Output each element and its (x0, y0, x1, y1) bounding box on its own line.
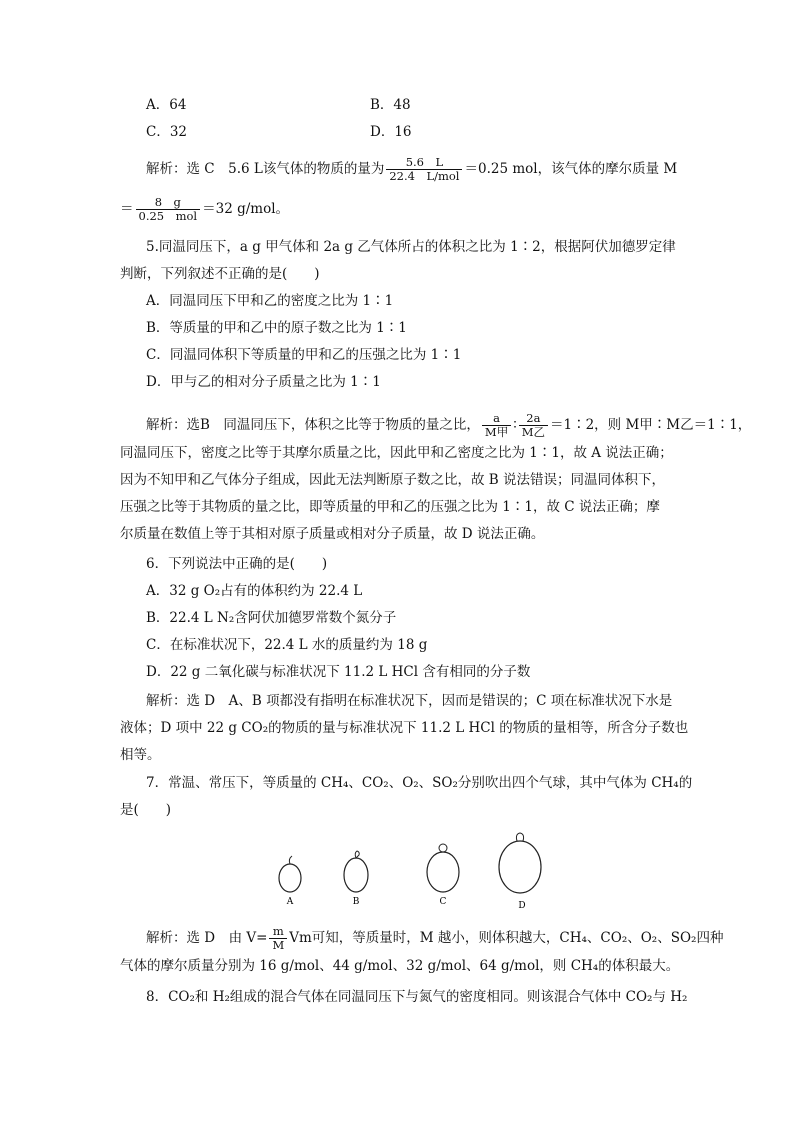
q5-option-c: C．同温同体积下等质量的甲和乙的压强之比为 1∶1 (146, 347, 462, 363)
q5-analysis-line3: 因为不知甲和乙气体分子组成，因此无法判断原子数之比，故 B 说法错误；同温同体积下， (120, 472, 666, 488)
q5-fb-den: M乙 (521, 425, 545, 439)
q4-frac1-num: 5.6 L (386, 156, 462, 170)
q6-option-d: D．22 g 二氧化碳与标准状况下 11.2 L HCl 含有相同的分子数 (146, 664, 531, 680)
q7-stem-line1: 7．常温、常压下，等质量的 CH₄、CO₂、O₂、SO₂分别吹出四个气球，其中气体为 CH₄的 (146, 775, 693, 791)
q5-stem-line1: 5.同温同压下，a g 甲气体和 2a g 乙气体所占的体积之比为 1∶2，根据阿伏加德罗定律 (146, 239, 676, 255)
q4-eq-prefix: ＝ (120, 201, 134, 217)
balloon-c (427, 844, 459, 907)
q4-frac2-num: 8 g (136, 196, 201, 210)
q4-fraction-mass (136, 196, 201, 223)
q6-option-b: B．22.4 L N₂含阿伏加德罗常数个氮分子 (146, 610, 397, 626)
q4-option-c: C．32 (146, 124, 188, 140)
balloon-b (344, 851, 368, 907)
q7-analysis-prefix: 解析：选 D 由 V= (146, 930, 268, 946)
q6-option-a: A．32 g O₂占有的体积约为 22.4 L (146, 583, 363, 599)
q5-analysis-prefix: 解析：选B 同温同压下，体积之比等于物质的量之比， (146, 417, 480, 433)
q7-fv-num: m (269, 925, 287, 939)
q7-stem-line2: 是( ) (120, 802, 172, 818)
q7-fraction (269, 925, 287, 952)
q7-analysis-mid: Vm可知，等质量时，M 越小，则体积越大，CH₄、CO₂、O₂、SO₂四种 (289, 930, 724, 946)
q5-analysis-line2: 同温同压下，密度之比等于其摩尔质量之比，因此甲和乙密度之比为 1∶1，故 A 说法正确； (120, 445, 673, 461)
q7-fv-den: M (272, 938, 285, 952)
q7-analysis-line1 (146, 924, 724, 952)
q6-analysis-line2: 液体；D 项中 22 g CO₂的物质的量与标准状况下 11.2 L HCl 的物质的量相等，所含分子数也 (120, 720, 689, 736)
balloon-d (499, 833, 541, 911)
q4-option-d: D．16 (370, 124, 412, 140)
balloon-figure (260, 820, 560, 920)
q4-option-a: A．64 (146, 97, 187, 113)
q5-fb-num: 2a (519, 412, 548, 426)
q4-frac2-den: 0.25 mol (138, 209, 198, 223)
q5-analysis-line4: 压强之比等于其物质的量之比，即等质量的甲和乙的压强之比为 1∶1，故 C 说法正确；摩 (120, 499, 660, 515)
q4-analysis-mid: ＝0.25 mol，该气体的摩尔质量 M (464, 161, 678, 177)
q5-analysis-line1 (146, 411, 752, 439)
q4-analysis-line2 (120, 196, 680, 223)
balloon-label-c: C (439, 897, 447, 907)
q4-fraction-volume (386, 156, 462, 183)
q4-frac1-den: 22.4 L/mol (389, 169, 460, 183)
balloon-a (279, 856, 301, 907)
q5-analysis-tail: ＝1∶2，则 M甲∶M乙＝1∶1， (550, 417, 752, 433)
q6-analysis-line1: 解析：选 D A、B 项都没有指明在标准状况下，因而是错误的；C 项在标准状况下水是 (146, 693, 673, 709)
q4-analysis-line1 (146, 156, 706, 183)
q6-stem: 6．下列说法中正确的是( ) (146, 556, 328, 572)
q5-fraction-a (482, 412, 511, 439)
q7-analysis-line2: 气体的摩尔质量分别为 16 g/mol、44 g/mol、32 g/mol、64 g/mol，则 CH₄的体积最大。 (120, 958, 680, 974)
balloon-label-a: A (286, 897, 294, 907)
q8-stem-line1: 8．CO₂和 H₂组成的混合气体在同温同压下与氮气的密度相同。则该混合气体中 CO₂与 H₂ (146, 989, 688, 1005)
q5-option-b: B．等质量的甲和乙中的原子数之比为 1∶1 (146, 320, 407, 336)
q4-option-b: B．48 (370, 97, 411, 113)
q5-analysis-line5: 尔质量在数值上等于其相对原子质量或相对分子质量，故 D 说法正确。 (120, 526, 545, 542)
q5-fa-den: M甲 (484, 425, 509, 439)
q6-analysis-line3: 相等。 (120, 747, 161, 763)
q5-fa-num: a (482, 412, 511, 426)
q5-stem-line2: 判断，下列叙述不正确的是( ) (120, 266, 320, 282)
balloon-label-b: B (352, 897, 360, 907)
q5-option-d: D．甲与乙的相对分子质量之比为 1∶1 (146, 374, 381, 390)
q5-option-a: A．同温同压下甲和乙的密度之比为 1∶1 (146, 293, 394, 309)
balloon-label-d: D (518, 901, 526, 911)
q6-option-c: C．在标准状况下，22.4 L 水的质量约为 18 g (146, 637, 428, 653)
q5-fraction-b (519, 412, 548, 439)
q4-analysis-prefix: 解析：选 C 5.6 L该气体的物质的量为 (146, 161, 385, 177)
q4-eq-suffix: ＝32 g/mol。 (202, 201, 290, 217)
q5-colon: ∶ (513, 417, 517, 433)
